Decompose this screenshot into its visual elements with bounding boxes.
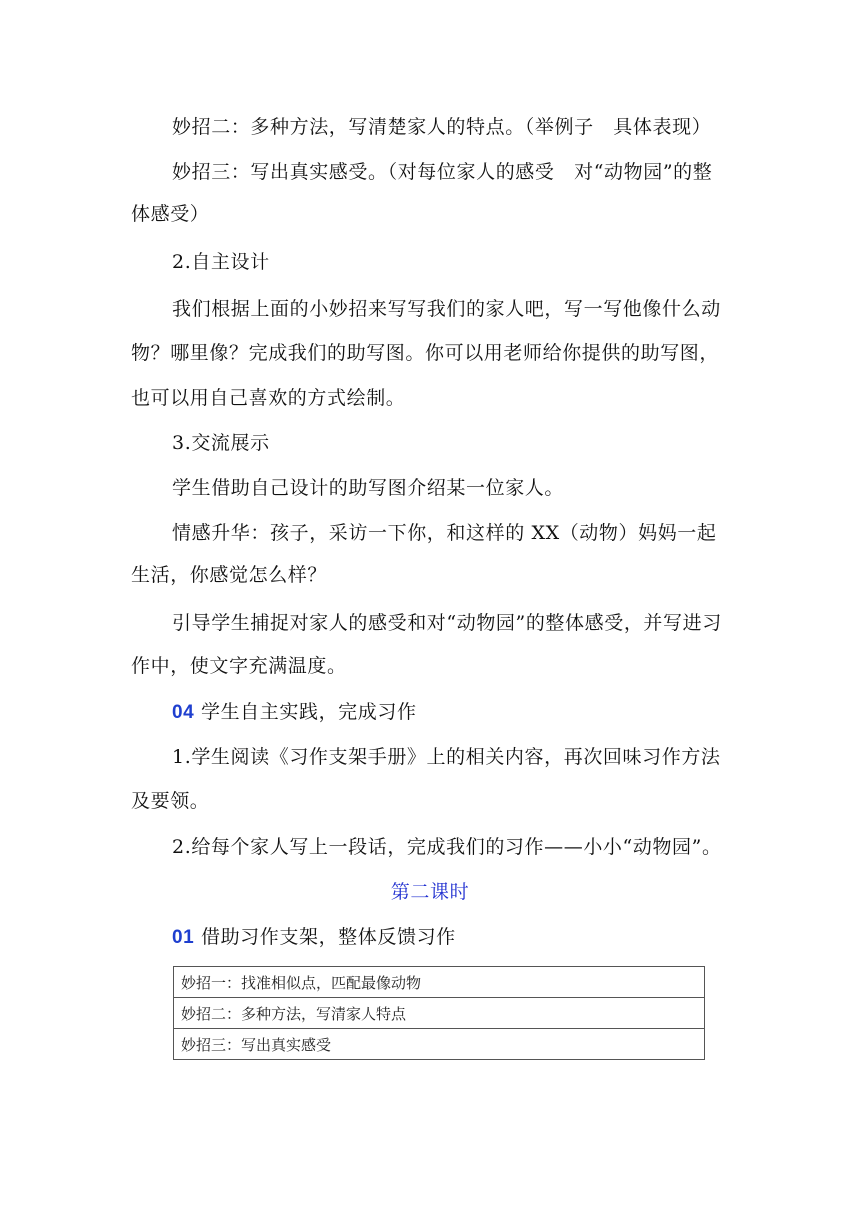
table-row	[174, 1029, 705, 1060]
paragraph-guide-line2: 作中，使文字充满温度。	[131, 655, 347, 677]
lesson-two-title: 第二课时	[390, 881, 470, 903]
paragraph-guide-line1: 引导学生捕捉对家人的感受和对“动物园”的整体感受，并写进习	[172, 612, 722, 634]
paragraph-introduce: 学生借助自己设计的助写图介绍某一位家人。	[172, 477, 565, 499]
table-row	[174, 998, 705, 1029]
table-cell: 妙招三：写出真实感受	[174, 1029, 705, 1060]
paragraph-read-line1: 1.学生阅读《习作支架手册》上的相关内容，再次回味习作方法	[172, 746, 721, 768]
section-01-title: 借助习作支架，整体反馈习作	[194, 926, 456, 948]
table-cell: 妙招二：多种方法，写清家人特点	[174, 998, 705, 1029]
paragraph-tip-three-line2: 体感受）	[131, 203, 210, 225]
section-04-heading	[131, 692, 731, 733]
paragraph-emotion-line2: 生活，你感觉怎么样？	[131, 564, 328, 586]
paragraph-write: 2.给每个家人写上一段话，完成我们的习作——小小“动物园”。	[172, 836, 722, 858]
paragraph-tip-three-line1: 妙招三：写出真实感受。（对每位家人的感受 对“动物园”的整	[172, 161, 713, 183]
paragraph-design-line1: 我们根据上面的小妙招来写写我们的家人吧，写一写他像什么动	[172, 298, 721, 320]
paragraph-read-line2: 及要领。	[131, 790, 210, 812]
paragraph-emotion-line1: 情感升华：孩子，采访一下你，和这样的 XX（动物）妈妈一起	[172, 522, 717, 544]
section-01-number: 01	[172, 927, 195, 948]
tips-table	[173, 966, 705, 1060]
paragraph-design-line2: 物？哪里像？完成我们的助写图。你可以用老师给你提供的助写图，	[131, 342, 720, 364]
paragraph-tip-two: 妙招二：多种方法，写清楚家人的特点。（举例子 具体表现）	[172, 116, 712, 138]
section-04-number: 04	[172, 702, 195, 723]
table-cell: 妙招一：找准相似点，匹配最像动物	[174, 967, 705, 998]
paragraph-design-line3: 也可以用自己喜欢的方式绘制。	[131, 387, 406, 409]
table-row	[174, 967, 705, 998]
section-01-heading	[131, 917, 731, 958]
heading-self-design: 2.自主设计	[172, 251, 270, 273]
heading-exchange: 3.交流展示	[172, 432, 270, 454]
section-04-title: 学生自主实践，完成习作	[194, 701, 417, 723]
